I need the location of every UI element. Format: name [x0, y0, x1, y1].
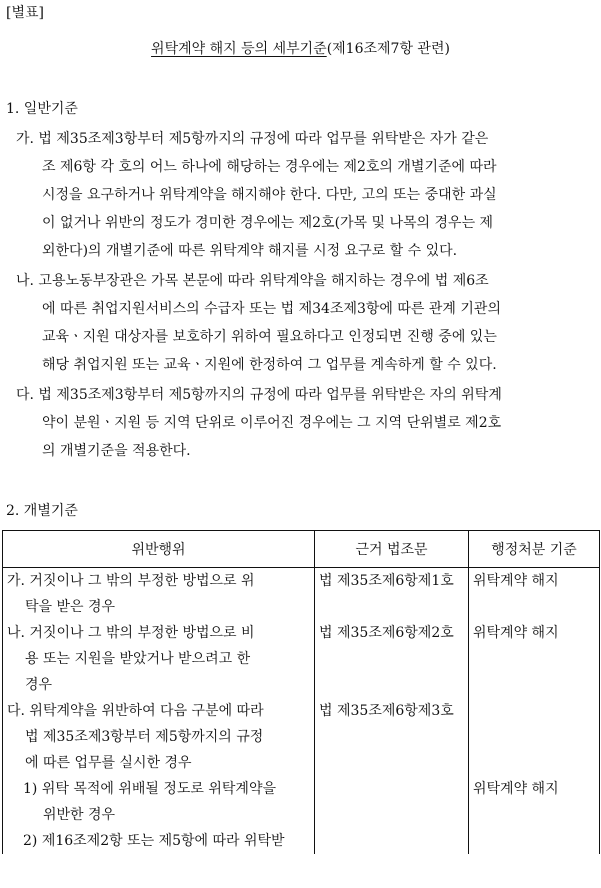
general-rule-line: 시정을 요구하거나 위탁계약을 해지해야 한다. 다만, 고의 또는 중대한 과실 — [42, 187, 497, 203]
title-reference: (제16조제7항 관련) — [326, 41, 450, 57]
cell-line — [469, 750, 599, 776]
violation-cell — [3, 620, 315, 698]
cell-line: 법 제35조제6항제2호 — [319, 625, 454, 641]
basis-cell — [315, 620, 469, 698]
general-rule-line: 약이 분원ㆍ지원 등 지역 단위로 이루어진 경우에는 그 지역 단위별로 제2호 — [42, 415, 502, 431]
general-rule-line: 다. 법 제35조제3항부터 제5항까지의 규정에 따라 업무를 위탁받은 자의 위탁계 — [16, 387, 502, 403]
cell-line: 위탁계약 해지 — [473, 573, 559, 589]
general-rule-line: 이 없거나 위반의 정도가 경미한 경우에는 제2호(가목 및 나목의 경우는 제 — [42, 215, 494, 231]
section1-heading: 1. 일반기준 — [6, 101, 78, 117]
header-legal-basis: 근거 법조문 — [315, 531, 469, 568]
title-main: 위탁계약 해지 등의 세부기준 — [151, 41, 327, 57]
cell-line: 위탁계약 해지 — [473, 781, 559, 797]
penalty-cell — [469, 620, 600, 698]
cell-line: 나. 거짓이나 그 밖의 부정한 방법으로 비 — [7, 625, 255, 641]
table-row — [3, 568, 600, 621]
cell-line: 위반한 경우 — [43, 807, 116, 823]
general-rule-line: 의 개별기준을 적용한다. — [42, 443, 191, 459]
penalty-cell — [469, 568, 600, 621]
cell-line: 2) 제16조제2항 또는 제5항에 따라 위탁받 — [23, 833, 285, 849]
cell-line: 1) 위탁 목적에 위배될 정도로 위탁계약을 — [23, 781, 277, 797]
table-row — [3, 698, 600, 854]
section2-heading: 2. 개별기준 — [6, 503, 78, 519]
cell-line: 다. 위탁계약을 위반하여 다음 구분에 따라 — [7, 703, 264, 719]
general-rule-line: 해당 취업지원 또는 교육ㆍ지원에 한정하여 그 업무를 계속하게 할 수 있다. — [42, 357, 497, 373]
violation-cell — [3, 568, 315, 621]
criteria-table — [2, 530, 600, 854]
cell-line: 가. 거짓이나 그 밖의 부정한 방법으로 위 — [7, 573, 255, 589]
cell-line: 경우 — [25, 677, 53, 693]
general-rule-line: 외한다)의 개별기준에 따른 위탁계약 해지를 시정 요구로 할 수 있다. — [42, 243, 458, 259]
cell-line: 법 제35조제6항제3호 — [319, 703, 454, 719]
general-rule-line: 교육ㆍ지원 대상자를 보호하기 위하여 필요하다고 인정되면 진행 중에 있는 — [42, 329, 497, 345]
header-violation: 위반행위 — [3, 531, 315, 568]
basis-cell — [315, 568, 469, 621]
cell-line: 위탁계약 해지 — [473, 625, 559, 641]
cell-line: 에 따른 업무를 실시한 경우 — [25, 755, 192, 771]
penalty-cell — [469, 698, 600, 854]
cell-line — [469, 698, 599, 724]
general-rule-line: 가. 법 제35조제3항부터 제5항까지의 규정에 따라 업무를 위탁받은 자가 같은 — [16, 131, 489, 147]
general-rule-line: 에 따른 취업지원서비스의 수급자 또는 법 제34조제3항에 따른 관계 기관의 — [42, 301, 501, 317]
cell-line: 법 제35조제3항부터 제5항까지의 규정 — [25, 729, 264, 745]
cell-line: 탁을 받은 경우 — [25, 599, 116, 615]
appendix-label: [별표] — [6, 5, 44, 21]
general-rule-line: 나. 고용노동부장관은 가목 본문에 따라 위탁계약을 해지하는 경우에 법 제6조 — [16, 273, 489, 289]
document-title — [0, 38, 601, 58]
cell-line: 용 또는 지원을 받았거나 받으려고 한 — [25, 651, 251, 667]
table-row — [3, 620, 600, 698]
general-rule-line: 조 제6항 각 호의 어느 하나에 해당하는 경우에는 제2호의 개별기준에 따라 — [42, 159, 497, 175]
header-penalty: 행정처분 기준 — [469, 531, 600, 568]
cell-line — [469, 724, 599, 750]
basis-cell — [315, 698, 469, 854]
table-header-row — [3, 531, 600, 568]
cell-line: 법 제35조제6항제1호 — [319, 573, 454, 589]
violation-cell — [3, 698, 315, 854]
